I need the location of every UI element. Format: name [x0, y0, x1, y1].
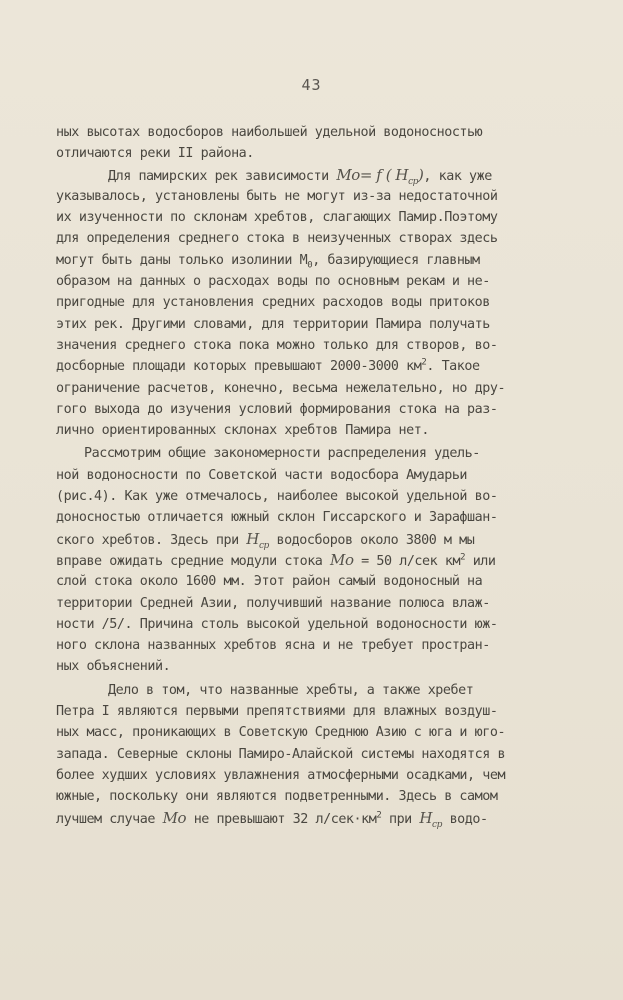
formula-h: H: [246, 529, 259, 548]
text-fragment: не превышают 32 л/сек·км: [186, 811, 377, 827]
formula-mu0: Mo: [162, 808, 187, 827]
text-line: ной водоносности по Советской части водосбора Амударьи: [56, 467, 468, 483]
text-line: [56, 356, 586, 377]
text-fragment: досборные площади которых превышают 2000-3000 км: [56, 359, 422, 375]
text-line: [56, 250, 586, 271]
text-line: образом на данных о расходах воды по основным рекам и не-: [56, 274, 490, 290]
text-line: [56, 529, 586, 550]
text-line: (рис.4). Как уже отмечалось, наиболее высокой удельной во-: [56, 489, 498, 505]
text-line: Дело в том, что названные хребты, а также хребет: [108, 682, 474, 698]
formula-h-cp: [246, 529, 269, 551]
superscript-2: 2: [421, 357, 427, 368]
text-line: слой стока около 1600 мм. Этот район самый водоносный на: [56, 574, 483, 590]
superscript-2: 2: [376, 810, 382, 821]
symbol-sub-0: 0: [307, 260, 313, 271]
text-line: ных объяснений.: [56, 659, 171, 675]
formula-mu-symbol: Mo: [336, 165, 360, 184]
text-line: [56, 165, 586, 186]
formula-mu0: [336, 165, 424, 187]
text-line: ограничение расчетов, конечно, весьма нежелательно, но дру-: [56, 380, 506, 396]
text-line: их изученности по склонам хребтов, слагающих Памир.Поэтому: [56, 210, 498, 226]
text-fragment: при: [381, 811, 420, 827]
text-fragment: . Такое: [426, 359, 480, 375]
formula-sub-cp: cp: [432, 819, 442, 830]
text-fragment: , базирующиеся главным: [312, 252, 480, 268]
text-line: Петра I являются первыми препятствиями для влажных воздуш-: [56, 704, 498, 720]
formula-h: H: [419, 808, 433, 827]
formula-sub-cp: cp: [258, 540, 269, 551]
text-fragment: водосборов около 3800 м мы: [268, 532, 475, 548]
text-line: [56, 808, 586, 829]
text-fragment: вправе ожидать средние модули стока: [56, 553, 331, 569]
text-line: доносностью отличается южный склон Гиссарского и Зарафшан-: [56, 510, 498, 526]
symbol-m: M: [299, 252, 308, 268]
text-line: пригодные для установления средних расходов воды притоков: [56, 295, 490, 311]
text-line: лично ориентированных склонах хребтов Памира нет.: [56, 423, 429, 439]
text-line: более худших условиях увлажнения атмосферными осадками, чем: [56, 767, 506, 783]
text-line: ного склона названных хребтов ясна и не требует простран-: [56, 638, 490, 654]
text-line: ных масс, проникающих в Советскую Среднюю Азию с юга и юго-: [56, 725, 506, 741]
text-line: южные, поскольку они являются подветренными. Здесь в самом: [56, 789, 498, 805]
text-fragment: водо-: [441, 811, 488, 827]
formula-mu0: Mo: [330, 550, 354, 569]
formula-close: ): [417, 165, 424, 184]
text-line: для определения среднего стока в неизученных створах здесь: [56, 231, 498, 247]
text-fragment: , как уже: [423, 168, 492, 184]
text-fragment: могут быть даны только изолинии: [56, 252, 300, 268]
text-fragment: лучшем случае: [56, 811, 163, 827]
text-fragment: Для памирских рек зависимости: [108, 168, 337, 184]
text-line: запада. Северные склоны Памиро-Алайской системы находятся в: [56, 746, 506, 762]
text-line: Рассмотрим общие закономерности распределения удель-: [84, 446, 480, 462]
text-line: [56, 550, 586, 571]
text-line: ности /5/. Причина столь высокой удельной водоносности юж-: [56, 616, 498, 632]
text-line: территории Средней Азии, получивший название полюса влаж-: [56, 595, 490, 611]
text-line: ных высотах водосборов наибольшей удельной водоносностью: [56, 125, 483, 140]
text-line: указывалось, установлены быть не могут из-за недостаточной: [56, 188, 498, 204]
page-number: 43: [301, 76, 322, 94]
formula-func: = f ( H: [359, 165, 409, 184]
text-line: этих рек. Другими словами, для территории Памира получать: [56, 316, 490, 332]
text-fragment: ского хребтов. Здесь при: [56, 532, 247, 548]
text-line: гого выхода до изучения условий формирования стока на раз-: [56, 401, 498, 417]
text-fragment: или: [465, 553, 496, 569]
superscript-2: 2: [460, 552, 466, 563]
text-fragment: = 50 л/сек км: [353, 553, 461, 569]
body-text: [56, 122, 586, 829]
text-line: значения среднего стока пока можно только для створов, во-: [56, 337, 498, 353]
text-line: отличаются реки II района.: [56, 146, 254, 162]
formula-h-cp: [419, 808, 442, 830]
formula-sub-cp: cp: [408, 176, 418, 187]
symbol-m0: [299, 252, 313, 271]
